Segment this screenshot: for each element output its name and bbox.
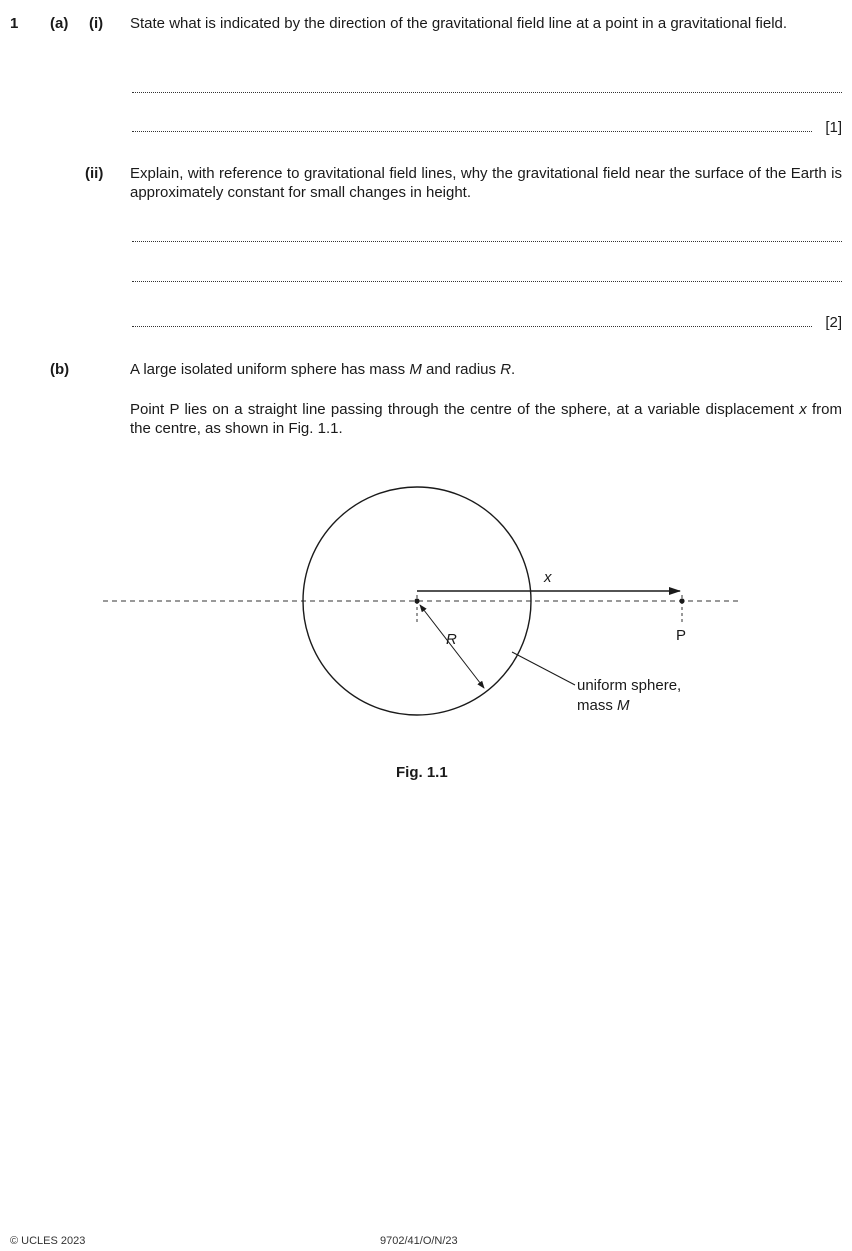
mark-a-i: [1] [825, 119, 842, 136]
footer-paper-code: 9702/41/O/N/23 [380, 1235, 458, 1247]
part-a-ii-label: (ii) [85, 165, 104, 182]
sphere-label-leader [512, 652, 575, 685]
question-number: 1 [10, 15, 19, 32]
part-a-i-label: (i) [89, 15, 104, 32]
part-a-label: (a) [50, 15, 69, 32]
part-b-label: (b) [50, 361, 70, 378]
question-b-text-1: A large isolated uniform sphere has mass M and radius R. [130, 361, 516, 378]
sphere-centre-dot [414, 598, 419, 603]
label-x: x [544, 569, 552, 586]
point-p-dot [679, 598, 684, 603]
question-a-ii-text: Explain, with reference to gravitational field lines, why the gravitational field near the surface of the Earth is approximately constant for small changes in height. [130, 165, 842, 201]
label-sphere-line-2: mass M [577, 697, 630, 714]
footer-copyright: © UCLES 2023 [10, 1235, 86, 1247]
mark-a-ii: [2] [825, 314, 842, 331]
label-sphere-line-1: uniform sphere, [577, 677, 682, 694]
label-r: R [446, 631, 457, 648]
question-a-i-text: State what is indicated by the direction of the gravitational field line at a point in a gravitational field. [130, 15, 788, 32]
label-p: P [676, 627, 687, 644]
question-b-text-2: Point P lies on a straight line passing through the centre of the sphere, at a variable displacement x from the centre, as shown in Fig. 1.1. [130, 401, 842, 437]
figure-caption: Fig. 1.1 [396, 764, 448, 781]
